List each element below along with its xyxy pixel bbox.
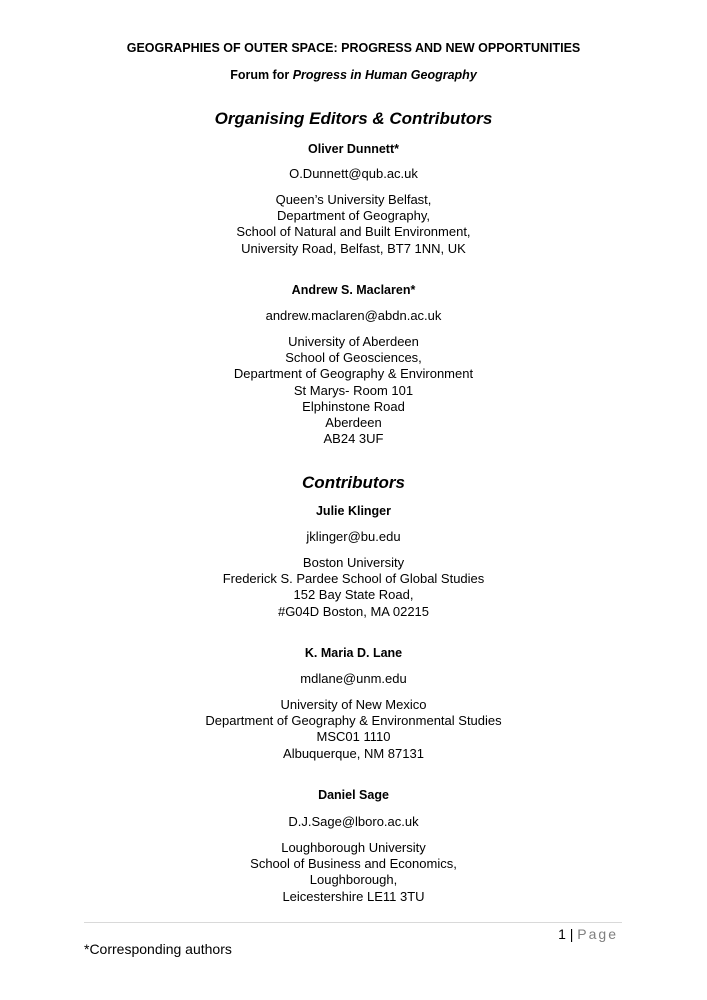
- address-line: AB24 3UF: [323, 431, 384, 447]
- contributor-email: jklinger@bu.edu: [306, 529, 401, 544]
- address-line: University of New Mexico: [280, 697, 427, 712]
- editor-address: [0, 334, 707, 447]
- address-line: Elphinstone Road: [302, 398, 405, 414]
- address-line: School of Geosciences,: [285, 350, 422, 366]
- address-line: Leicestershire LE11 3TU: [282, 888, 425, 904]
- contributor-address: [0, 697, 707, 762]
- address-line: #G04D Boston, MA 02215: [277, 603, 430, 619]
- address-line: Department of Geography & Environmental Studies: [205, 713, 502, 729]
- address-line: St Marys- Room 101: [293, 382, 414, 398]
- address-line: School of Business and Economics,: [250, 856, 457, 872]
- footnote: *Corresponding authors: [84, 941, 232, 957]
- contributor-email: D.J.Sage@lboro.ac.uk: [288, 814, 419, 829]
- contributor-address: [0, 555, 707, 620]
- page-label: Page: [577, 926, 618, 942]
- page-separator: |: [565, 926, 578, 942]
- address-line: Boston University: [302, 555, 405, 570]
- address-line: University Road, Belfast, BT7 1NN, UK: [241, 240, 466, 256]
- editor-email: O.Dunnett@qub.ac.uk: [289, 166, 418, 181]
- editor-name: Andrew S. Maclaren*: [291, 283, 416, 297]
- forum-line: [0, 68, 707, 82]
- address-line: Frederick S. Pardee School of Global Studies: [222, 571, 485, 587]
- address-line: 152 Bay State Road,: [293, 587, 414, 603]
- page-number: [558, 926, 618, 942]
- journal-name: Progress in Human Geography: [292, 68, 477, 82]
- address-line: Aberdeen: [325, 415, 382, 431]
- contributor-name: Daniel Sage: [318, 788, 389, 802]
- editor-address: [0, 192, 707, 257]
- address-line: Loughborough,: [309, 872, 398, 888]
- address-line: Department of Geography & Environment: [233, 366, 474, 382]
- address-line: MSC01 1110: [316, 729, 391, 745]
- forum-prefix: Forum for: [230, 68, 293, 82]
- editors-heading: Organising Editors & Contributors: [214, 109, 493, 128]
- editor-name: Oliver Dunnett*: [308, 142, 399, 156]
- contributor-email: mdlane@unm.edu: [300, 671, 407, 686]
- contributor-name: Julie Klinger: [315, 504, 392, 518]
- address-line: Albuquerque, NM 87131: [283, 745, 424, 761]
- document-title: GEOGRAPHIES OF OUTER SPACE: PROGRESS AND NEW OPPORTUNITIES: [126, 41, 581, 55]
- editor-email: andrew.maclaren@abdn.ac.uk: [265, 308, 442, 323]
- address-line: Loughborough University: [281, 840, 426, 855]
- contributor-name: K. Maria D. Lane: [304, 646, 403, 660]
- address-line: Department of Geography,: [277, 208, 430, 224]
- footer-divider: [84, 922, 622, 923]
- address-line: University of Aberdeen: [288, 334, 419, 349]
- contributor-address: [0, 840, 707, 905]
- page-number-value: 1: [558, 926, 566, 942]
- address-line: Queen’s University Belfast,: [275, 192, 432, 207]
- contributors-heading: Contributors: [302, 473, 405, 492]
- address-line: School of Natural and Built Environment,: [236, 224, 471, 240]
